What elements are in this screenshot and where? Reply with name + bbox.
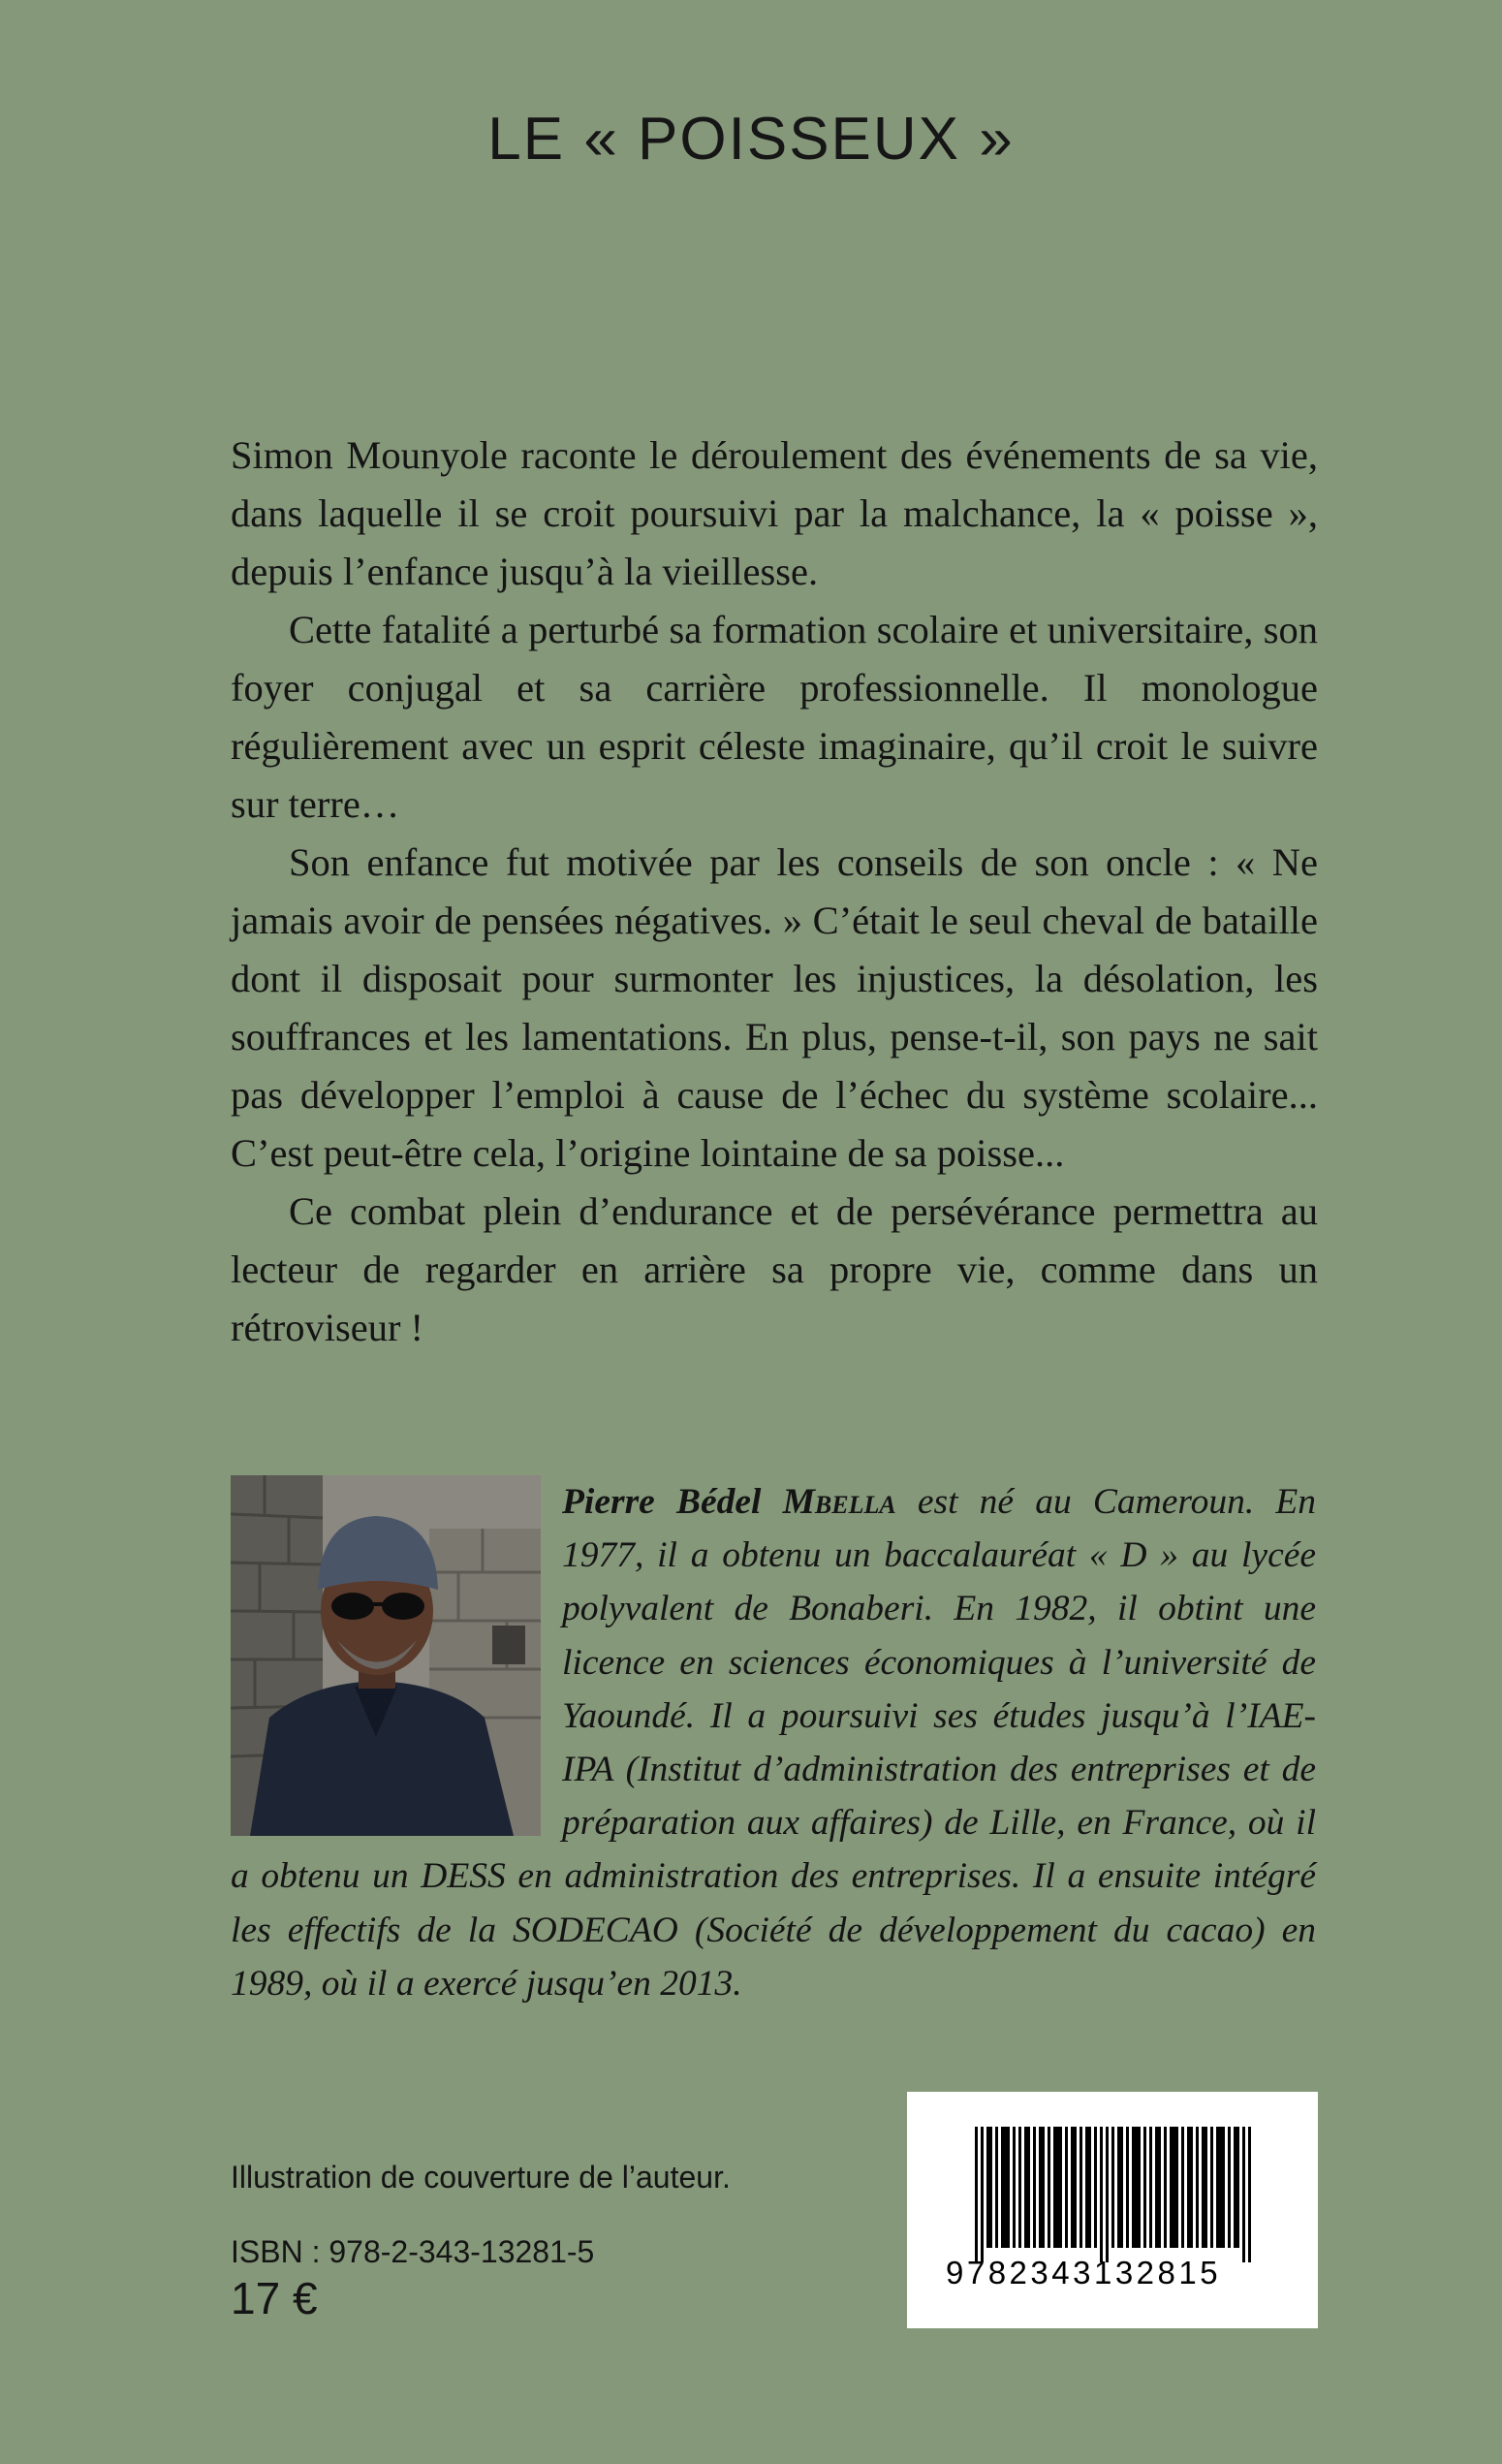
author-bio — [231, 1475, 1316, 2010]
author-portrait-icon — [231, 1475, 541, 1836]
blurb — [231, 426, 1318, 1357]
price: 17 € — [231, 2273, 318, 2323]
blurb-paragraph: Cette fatalité a perturbé sa formation scolaire et universitaire, son foyer conjugal et sa carrière professionnelle. Il monologue régulièrement avec un esprit céleste imaginaire, qu’il croit le suivre sur terre… — [231, 608, 1318, 826]
illustration-credit: Illustration de couverture de l’auteur. — [231, 2160, 731, 2195]
author-first-names: Pierre Bédel — [562, 1482, 762, 1522]
barcode — [907, 2092, 1318, 2328]
barcode-icon — [975, 2127, 1256, 2262]
author-bio-text: est né au Cameroun. En 1977, il a obtenu un baccalauréat « D » au lycée polyvalent de Bonaberi. En 1982, il obtint une licence en sciences économiques à l’université de Yaoundé. Il a poursuivi ses études jusqu’à l’IAE-IPA (Institut d’administration des entreprises et de préparation aux affaires) de Lille, en France, où il a obtenu un DESS en administration des entreprises. Il a ensuite intégré les effectifs de la SODECAO (Société de développement du cacao) en 1989, où il a exercé jusqu’en 2013. — [231, 1482, 1316, 2004]
book-title: LE « POISSEUX » — [487, 106, 1015, 173]
blurb-paragraph: Simon Mounyole raconte le déroulement des événements de sa vie, dans laquelle il se croit poursuivi par la malchance, la « poisse », depuis l’enfance jusqu’à la vieillesse. — [231, 433, 1318, 593]
isbn: ISBN : 978-2-343-13281-5 — [231, 2234, 595, 2269]
credits — [231, 2160, 731, 2324]
blurb-paragraph: Son enfance fut motivée par les conseils de son oncle : « Ne jamais avoir de pensées négatives. » C’était le seul cheval de bataille dont il disposait pour surmonter les injustices, la désolation, les souffrances et les lamentations. En plus, pense-t-il, son pays ne sait pas développer l’emploi à cause de l’échec du système scolaire... C’est peut-être cela, l’origine lointaine de sa poisse... — [231, 840, 1318, 1175]
author-surname: Mbella — [782, 1482, 896, 1522]
barcode-digits: 9782343132815 — [946, 2255, 1222, 2290]
blurb-paragraph: Ce combat plein d’endurance et de persévérance permettra au lecteur de regarder en arrière sa propre vie, comme dans un rétroviseur ! — [231, 1189, 1318, 1349]
